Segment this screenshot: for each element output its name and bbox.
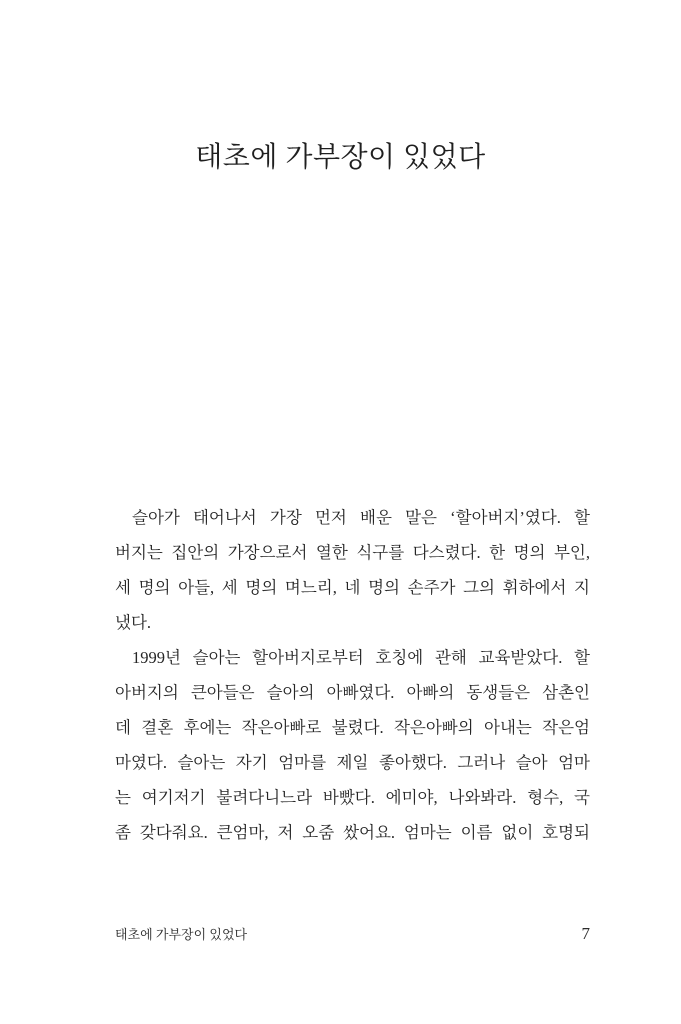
text-line: 냈다. — [115, 613, 152, 632]
text-line: 마였다. 슬아는 자기 엄마를 제일 좋아했다. 그러나 슬아 엄마 — [115, 753, 590, 772]
text-line: 는 여기저기 불려다니느라 바빴다. 에미야, 나와봐라. 형수, 국 — [115, 788, 590, 807]
page-title: 태초에 가부장이 있었다 — [195, 142, 486, 173]
text-line: 버지는 집안의 가장으로서 열한 식구를 다스렸다. 한 명의 부인, — [115, 543, 590, 562]
text-line: 좀 갖다줘요. 큰엄마, 저 오줌 쌌어요. 엄마는 이름 없이 호명되 — [115, 823, 590, 842]
paragraph — [115, 500, 590, 640]
text-line: 데 결혼 후에는 작은아빠로 불렸다. 작은아빠의 아내는 작은엄 — [115, 718, 590, 737]
text-line: 세 명의 아들, 세 명의 며느리, 네 명의 손주가 그의 휘하에서 지 — [115, 578, 590, 597]
paragraph — [115, 640, 590, 850]
page-number: 7 — [581, 924, 590, 943]
text-line: 슬아가 태어나서 가장 먼저 배운 말은 ‘할아버지’였다. 할 — [132, 508, 590, 527]
text-line: 아버지의 큰아들은 슬아의 아빠였다. 아빠의 동생들은 삼촌인 — [115, 683, 590, 702]
body-text — [115, 500, 590, 850]
text-line: 1999년 슬아는 할아버지로부터 호칭에 관해 교육받았다. 할 — [132, 648, 590, 667]
running-title: 태초에 가부장이 있었다 — [115, 927, 248, 942]
